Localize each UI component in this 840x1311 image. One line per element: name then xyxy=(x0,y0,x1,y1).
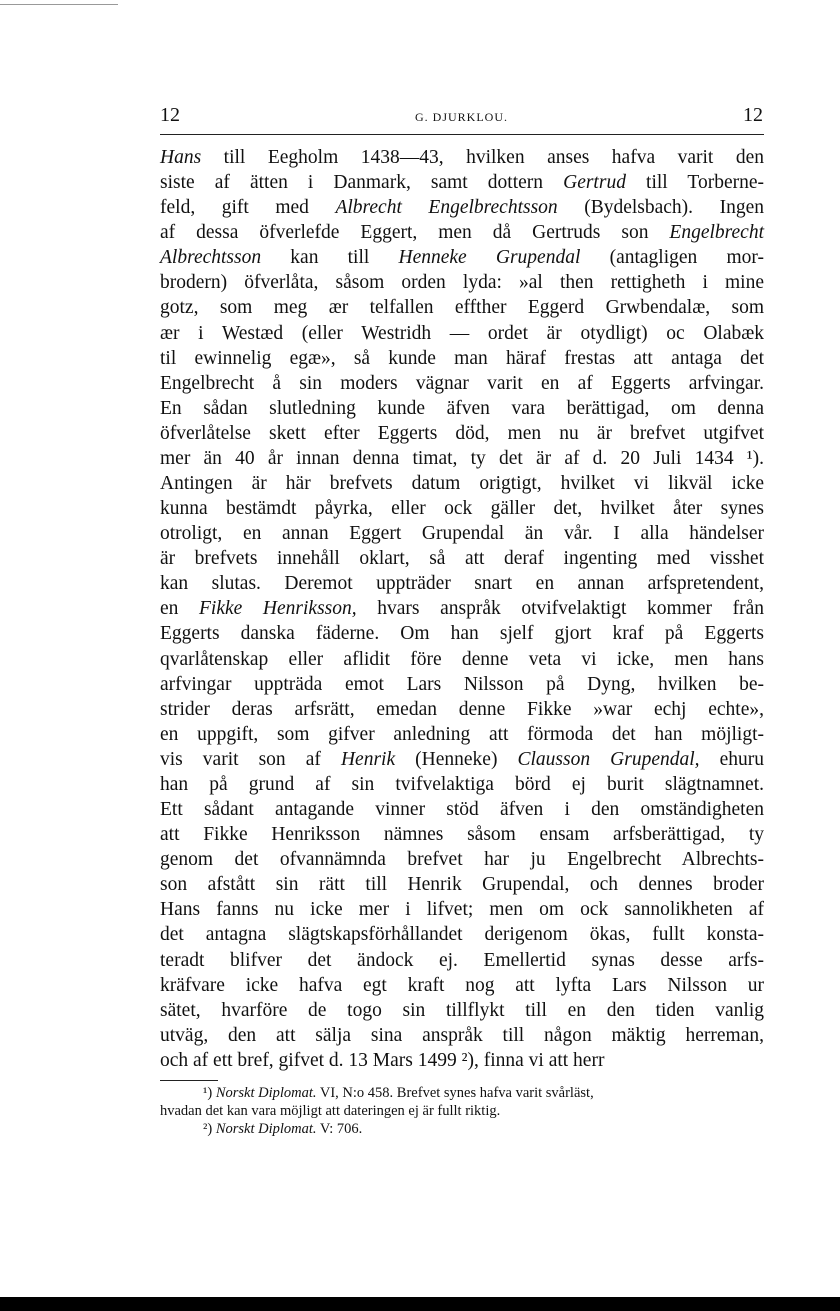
text-run: utväg, den att sälja sina anspråk till någon mäktig herreman, xyxy=(160,1024,764,1046)
footnotes xyxy=(160,1084,764,1138)
text-line-content xyxy=(160,498,764,519)
text-line xyxy=(160,346,764,371)
text-run: genom det ofvannämnda brefvet har ju Engelbrecht Albrechts- xyxy=(160,849,764,871)
text-run: strider deras arfsrätt, emedan denne Fikke »war echj echte», xyxy=(160,698,764,720)
text-line xyxy=(160,722,764,747)
text-run: Engelbrecht å sin moders vägnar varit en af Eggerts arfvingar. xyxy=(160,372,764,394)
scan-bottom-edge xyxy=(0,1297,840,1311)
text-line xyxy=(160,697,764,722)
italic-text: Albrecht Engelbrechtsson xyxy=(335,197,558,219)
footnote-rule xyxy=(160,1080,218,1081)
text-line xyxy=(160,270,764,295)
text-line xyxy=(160,145,764,170)
text-run: sätet, hvarföre de togo sin tillflykt till en den tiden vanlig xyxy=(160,999,764,1021)
text-line xyxy=(160,772,764,797)
italic-text: Clausson Grupendal, xyxy=(517,748,700,770)
text-run: af dessa öfverlefde Eggert, men då Gertruds son xyxy=(160,222,670,244)
text-run: ²) xyxy=(203,1121,216,1137)
text-line-content xyxy=(160,623,764,644)
text-line xyxy=(160,521,764,546)
text-run: kan till xyxy=(261,247,399,269)
text-line xyxy=(160,747,764,772)
text-line-content xyxy=(160,348,764,369)
text-line-content xyxy=(160,899,764,920)
italic-text: Engelbrecht xyxy=(669,222,764,244)
italic-text: Norskt Diplomat. xyxy=(215,1121,317,1137)
text-line xyxy=(160,546,764,571)
text-line-content xyxy=(160,222,764,243)
page-header xyxy=(160,104,763,130)
italic-text: Gertrud xyxy=(563,172,626,194)
text-line xyxy=(160,872,764,897)
text-line-content xyxy=(160,824,764,845)
text-run: qvarlåtenskap eller aflidit före denne veta vi icke, men hans xyxy=(160,648,764,670)
text-run: gotz, som meg ær telfallen effther Eggerd Grwbendalæ, som xyxy=(160,297,764,319)
text-line-content xyxy=(160,749,764,770)
text-run: (Bydelsbach). Ingen xyxy=(557,197,764,219)
text-run: kräfvare icke hafva egt kraft nog att lyfta Lars Nilsson ur xyxy=(160,974,764,996)
text-line xyxy=(160,897,764,922)
text-run: en uppgift, som gifver anledning att förmoda det han möjligt- xyxy=(160,723,764,745)
text-run: en xyxy=(160,598,200,620)
text-line-content xyxy=(160,1050,604,1071)
text-run: det antagna slägtskapsförhållandet derigenom ökas, fullt konsta- xyxy=(160,924,764,946)
text-run: til ewinnelig egæ», så kunde man häraf frestas att antaga det xyxy=(160,347,764,369)
text-line-content xyxy=(160,548,764,569)
text-line xyxy=(160,421,764,446)
text-line-content xyxy=(160,1025,764,1046)
text-run: ær i Westæd (eller Westridh — ordet är otydligt) oc Olabæk xyxy=(160,322,764,344)
text-line-content xyxy=(160,1000,764,1021)
text-line-content xyxy=(160,699,764,720)
italic-text: Albrechtsson xyxy=(160,247,262,269)
text-line-content xyxy=(160,874,764,895)
page-number-left: 12 xyxy=(160,104,180,126)
text-line xyxy=(160,847,764,872)
text-line-content xyxy=(160,523,764,544)
text-line xyxy=(160,446,764,471)
text-line-content xyxy=(160,724,764,745)
italic-text: Hans xyxy=(160,147,202,168)
text-line-content xyxy=(160,924,764,945)
text-line-content xyxy=(160,172,764,193)
text-run: Antingen är här brefvets datum origtigt, hvilket vi likväl icke xyxy=(160,473,764,495)
text-run: (Henneke) xyxy=(395,748,518,770)
text-line-content xyxy=(160,448,764,469)
text-line-content xyxy=(160,674,764,695)
text-line xyxy=(160,596,764,621)
text-run: son afstått sin rätt till Henrik Grupendal, och dennes broder xyxy=(160,874,764,896)
text-line xyxy=(160,195,764,220)
text-line-content xyxy=(160,272,764,293)
body-text xyxy=(160,145,764,1073)
text-line xyxy=(160,1048,764,1073)
italic-text: Henneke Grupendal xyxy=(398,247,581,269)
text-line-content xyxy=(160,323,764,344)
text-run: kunna bestämdt påyrka, eller ock gäller det, hvilket åter synes xyxy=(160,498,764,520)
text-line-content xyxy=(160,247,764,268)
text-line xyxy=(160,621,764,646)
text-line xyxy=(160,973,764,998)
text-run: till Eegholm 1438—43, hvilken anses hafva varit den xyxy=(201,147,764,168)
text-line xyxy=(160,1023,764,1048)
text-line-content xyxy=(160,473,764,494)
text-line-content xyxy=(160,297,764,318)
text-line xyxy=(160,245,764,270)
italic-text: Fikke Henriksson, xyxy=(199,598,357,620)
italic-text: Norskt Diplomat. xyxy=(215,1085,317,1101)
text-line xyxy=(160,948,764,973)
text-line xyxy=(160,471,764,496)
text-line-content xyxy=(160,573,764,594)
text-run: vis varit son af xyxy=(160,748,341,770)
text-run: teradt blifver det ändock ej. Emellertid synas desse arfs- xyxy=(160,949,764,971)
text-run: hvadan det kan vara möjligt att dateringen ej är fullt riktig. xyxy=(160,1103,501,1119)
text-line xyxy=(160,647,764,672)
text-run: En sådan slutledning kunde äfven vara berättigad, om denna xyxy=(160,397,764,419)
text-run: Ett sådant antagande vinner stöd äfven i den omständigheten xyxy=(160,799,764,821)
text-run: är brefvets innehåll oklart, så att deraf ingenting med visshet xyxy=(160,548,764,570)
text-run: hvars anspråk otvifvelaktigt kommer från xyxy=(356,598,764,620)
scan-edge-line xyxy=(0,4,118,5)
text-run: Eggerts danska fäderne. Om han sjelf gjort kraf på Eggerts xyxy=(160,623,764,645)
text-run: (antagligen mor- xyxy=(580,247,764,269)
text-line-content xyxy=(160,373,764,394)
text-line xyxy=(160,220,764,245)
text-run: otroligt, en annan Eggert Grupendal än vår. I alla händelser xyxy=(160,523,764,545)
text-line xyxy=(160,496,764,521)
text-line xyxy=(160,797,764,822)
text-line-content xyxy=(160,197,764,218)
text-run: Hans fanns nu icke mer i lifvet; men om ock sannolikheten af xyxy=(160,899,764,921)
text-line xyxy=(160,998,764,1023)
text-line xyxy=(160,571,764,596)
text-line xyxy=(160,672,764,697)
footnote-line xyxy=(160,1120,764,1138)
text-line xyxy=(160,396,764,421)
text-line-content xyxy=(160,423,764,444)
text-run: VI, N:o 458. Brefvet synes hafva varit svårläst, xyxy=(316,1085,594,1101)
text-line-content xyxy=(160,147,764,168)
text-line-content xyxy=(160,649,764,670)
text-run: ¹) xyxy=(203,1085,216,1101)
text-run: ehuru xyxy=(699,748,764,770)
footnote-line xyxy=(160,1084,764,1102)
text-line xyxy=(160,922,764,947)
text-run: till Torberne- xyxy=(625,172,764,194)
text-run: siste af ätten i Danmark, samt dottern xyxy=(160,172,564,194)
text-line xyxy=(160,321,764,346)
text-line-content xyxy=(160,849,764,870)
text-run: och af ett bref, gifvet d. 13 Mars 1499 ²), finna vi att herr xyxy=(160,1049,605,1071)
text-line-content xyxy=(160,774,764,795)
text-run: öfverlåtelse skett efter Eggerts död, men nu är brefvet utgifvet xyxy=(160,422,764,444)
text-line-content xyxy=(160,598,764,619)
text-run: arfvingar uppträda emot Lars Nilsson på Dyng, hvilken be- xyxy=(160,673,764,695)
italic-text: Henrik xyxy=(340,748,396,770)
text-line xyxy=(160,822,764,847)
running-title: G. DJURKLOU. xyxy=(415,110,508,124)
text-run: mer än 40 år innan denna timat, ty det är af d. 20 Juli 1434 ¹). xyxy=(160,447,764,469)
text-run: brodern) öfverlåta, såsom orden lyda: »al then rettigheth i mine xyxy=(160,272,764,294)
text-line-content xyxy=(160,950,764,971)
text-run: kan slutas. Deremot uppträder snart en annan arfspretendent, xyxy=(160,573,764,595)
footnote-line xyxy=(160,1102,764,1120)
text-run: V: 706. xyxy=(316,1121,363,1137)
text-line xyxy=(160,170,764,195)
text-line xyxy=(160,371,764,396)
text-run: feld, gift med xyxy=(160,197,336,219)
text-line-content xyxy=(160,975,764,996)
text-line-content xyxy=(160,398,764,419)
page-number-right: 12 xyxy=(743,104,763,126)
text-line xyxy=(160,295,764,320)
text-run: han på grund af sin tvifvelaktiga börd ej burit slägtnamnet. xyxy=(160,773,764,795)
header-rule xyxy=(160,134,764,135)
text-line-content xyxy=(160,799,764,820)
text-run: att Fikke Henriksson nämnes såsom ensam arfsberättigad, ty xyxy=(160,824,764,846)
